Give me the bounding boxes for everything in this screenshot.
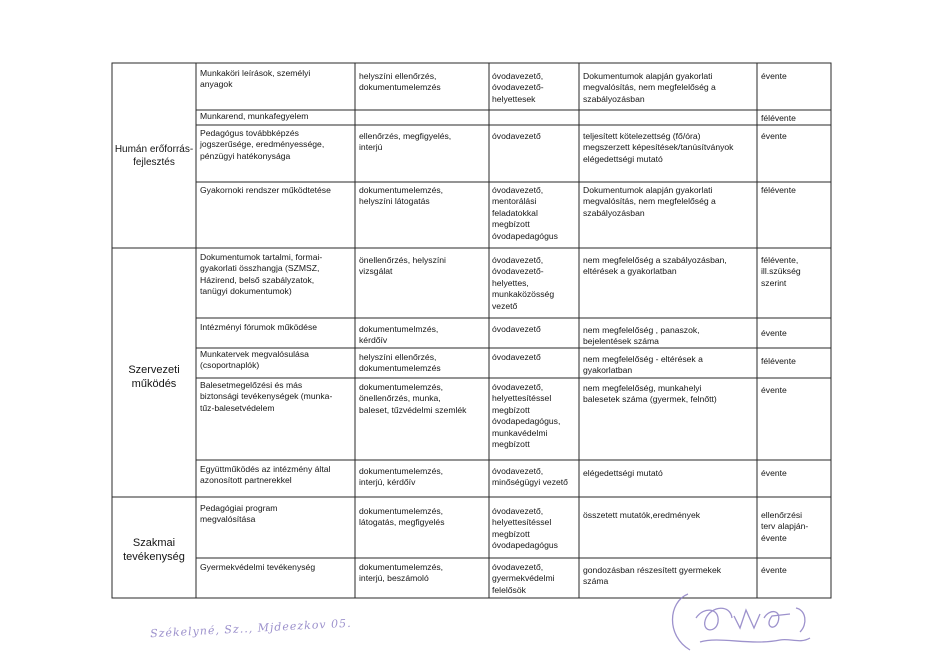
- table-cell-frequency: évente: [761, 385, 787, 395]
- table-cell-responsible: óvodavezető: [492, 131, 541, 141]
- table-cell-indicator: összetett mutatók,eredmények: [583, 510, 701, 520]
- table-cell-indicator: nem megfelelőség, munkahelyi balesetek száma (gyermek, felnőtt): [583, 383, 717, 405]
- table-cell-area: Gyakornoki rendszer működtetése: [200, 185, 331, 195]
- table-cell-responsible: óvodavezető, minőségügyi vezető: [492, 466, 568, 488]
- table-cell-method: dokumentumelemzés, önellenőrzés, munka, baleset, tűzvédelmi szemlék: [359, 382, 467, 415]
- table-cell-responsible: óvodavezető, helyettesítéssel megbízott óvodapedagógus, munkavédelmi megbízott: [492, 382, 561, 450]
- handwritten-note: Székelyné, Sz.., Mjdeezkov 05.: [149, 616, 352, 641]
- table-cell-area: Munkarend, munkafegyelem: [200, 111, 309, 121]
- table-cell-responsible: óvodavezető, óvodavezető- helyettesek: [492, 71, 544, 104]
- table-cell-frequency: évente: [761, 71, 787, 81]
- table-cell-frequency: évente: [761, 565, 787, 575]
- table-cell-indicator: nem megfelelőség , panaszok, bejelentések száma: [583, 325, 700, 347]
- table-cell-frequency: félévente, ill.szükség szerint: [761, 255, 801, 288]
- table-cell-method: dokumentumelemzés, interjú, kérdőív: [359, 466, 444, 488]
- table-cell-frequency: félévente: [761, 356, 796, 366]
- table-cell-method: helyszíni ellenőrzés, dokumentumelemzés: [359, 352, 441, 374]
- table-cell-indicator: teljesített kötelezettség (fő/óra) megszerzett képesítések/tanúsítványok elégedettségi mutató: [583, 131, 734, 164]
- table-cell-indicator: gondozásban részesített gyermekek száma: [583, 565, 722, 587]
- category-human-resources: Humán erőforrás- fejlesztés: [114, 144, 194, 168]
- table-cell-frequency: évente: [761, 468, 787, 478]
- table-cell-responsible: óvodavezető, gyermekvédelmi felelősök: [492, 562, 555, 595]
- table-cell-responsible: óvodavezető, óvodavezető- helyettes, munkaközösség vezető: [492, 255, 555, 311]
- table-cell-area: Gyermekvédelmi tevékenység: [200, 562, 316, 572]
- table-cell-area: Dokumentumok tartalmi, formai- gyakorlati összhangja (SZMSZ, Házirend, belső szabályzatok, tanügyi dokumentumok): [200, 252, 323, 297]
- table-cell-method: dokumentumelemzés, interjú, beszámoló: [359, 562, 444, 584]
- table-cell-method: dokumentumelemzés, helyszíni látogatás: [359, 185, 444, 207]
- table-cell-area: Pedagógiai program megvalósítása: [200, 503, 278, 525]
- table-cell-responsible: óvodavezető: [492, 324, 541, 334]
- category-professional-activity: Szakmai tevékenység: [123, 537, 185, 563]
- table-cell-frequency: félévente: [761, 185, 796, 195]
- table-cell-indicator: nem megfelelőség - eltérések a gyakorlatban: [583, 354, 703, 376]
- table-cell-area: Pedagógus továbbképzés jogszerűsége, eredményessége, pénzügyi hatékonysága: [200, 128, 325, 161]
- table-cell-responsible: óvodavezető, mentorálási feladatokkal megbízott óvodapedagógus: [492, 185, 558, 241]
- category-organizational-operation: Szervezeti működés: [128, 364, 180, 390]
- table-cell-area: Együttműködés az intézmény által azonosított partnerekkel: [200, 464, 331, 486]
- table-cell-area: Balesetmegelőzési és más biztonsági tevékenységek (munka- tűz-balesetvédelem: [200, 380, 333, 413]
- table-cell-frequency: évente: [761, 328, 787, 338]
- table-cell-area: Munkaköri leírások, személyi anyagok: [200, 68, 311, 90]
- table-cell-method: helyszíni ellenőrzés, dokumentumelemzés: [359, 71, 441, 93]
- table-cell-responsible: óvodavezető, helyettesítéssel megbízott óvodapedagógus: [492, 506, 558, 551]
- table-cell-indicator: Dokumentumok alapján gyakorlati megvalósítás, nem megfelelőség a szabályozásban: [583, 71, 716, 104]
- table-cell-responsible: óvodavezető: [492, 352, 541, 362]
- table-cell-area: Munkatervek megvalósulása (csoportnaplók): [200, 349, 309, 371]
- table-cell-method: önellenőrzés, helyszíni vizsgálat: [359, 255, 446, 277]
- table-cell-indicator: elégedettségi mutató: [583, 468, 663, 478]
- table-cell-indicator: nem megfelelőség a szabályozásban, eltérések a gyakorlatban: [583, 255, 727, 277]
- table-cell-frequency: félévente: [761, 113, 796, 123]
- table-cell-frequency: évente: [761, 131, 787, 141]
- table-cell-indicator: Dokumentumok alapján gyakorlati megvalósítás, nem megfelelőség a szabályozásban: [583, 185, 716, 218]
- table-cell-method: ellenőrzés, megfigyelés, interjú: [359, 131, 452, 153]
- table-cell-method: dokumentumelmzés, kérdőív: [359, 324, 439, 346]
- table-cell-area: Intézményi fórumok működése: [200, 322, 318, 332]
- stamp-signature-icon: [660, 588, 820, 658]
- table-cell-frequency: ellenőrzési terv alapján- évente: [761, 510, 809, 543]
- table-cell-method: dokumentumelemzés, látogatás, megfigyelés: [359, 506, 445, 528]
